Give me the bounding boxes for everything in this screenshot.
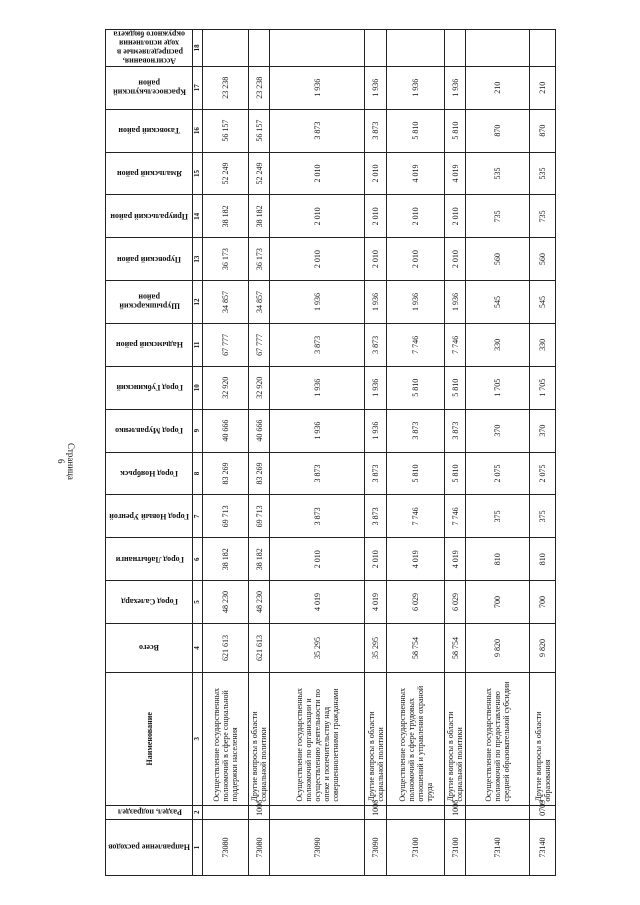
value-cell: 210 (466, 66, 530, 109)
column-index-row (193, 30, 203, 876)
total-cell: 621 613 (249, 623, 270, 672)
value-cell: 56 157 (203, 109, 249, 152)
column-header: Город Лабытнанги (106, 538, 193, 581)
column-index-cell: 18 (193, 30, 203, 67)
column-index-cell: 1 (193, 819, 203, 875)
value-cell: 2 010 (270, 195, 365, 238)
column-header: Город Ноябрьск (106, 452, 193, 495)
value-cell: 2 075 (466, 452, 530, 495)
section-cell: 1006 (445, 805, 466, 819)
name-cell: Другие вопросы в области образования (530, 672, 556, 805)
section-cell: 1006 (365, 805, 387, 819)
value-cell: 7 746 (445, 323, 466, 366)
column-header: Наименование (106, 672, 193, 805)
value-cell (249, 30, 270, 67)
value-cell: 7 746 (445, 495, 466, 538)
value-cell: 4 019 (270, 581, 365, 624)
column-index-cell: 9 (193, 409, 203, 452)
column-header: Красноселькупский район (106, 66, 193, 109)
table-row (387, 30, 445, 876)
page-number: Страница 6 (56, 442, 76, 480)
value-cell: 2 010 (445, 238, 466, 281)
value-cell: 1 936 (445, 281, 466, 324)
value-cell: 1 936 (365, 281, 387, 324)
value-cell: 700 (466, 581, 530, 624)
value-cell: 1 936 (365, 409, 387, 452)
value-cell (530, 30, 556, 67)
value-cell: 810 (466, 538, 530, 581)
table-row (203, 30, 249, 876)
total-cell: 58 754 (445, 623, 466, 672)
header-row (106, 30, 193, 876)
value-cell: 735 (466, 195, 530, 238)
column-index-cell: 2 (193, 805, 203, 819)
value-cell: 34 857 (203, 281, 249, 324)
expense-code-cell: 73140 (466, 819, 530, 875)
column-header: Направление расходов (106, 819, 193, 875)
value-cell: 5 810 (387, 452, 445, 495)
column-index-cell: 8 (193, 452, 203, 495)
value-cell: 4 019 (445, 152, 466, 195)
column-index-cell: 4 (193, 623, 203, 672)
name-cell: Другие вопросы в области социальной политики (365, 672, 387, 805)
section-cell: 0709 (530, 805, 556, 819)
column-index-cell: 11 (193, 323, 203, 366)
expense-code-cell: 73140 (530, 819, 556, 875)
column-header: Ямальский район (106, 152, 193, 195)
name-cell: Осуществление государственных полномочий в сфере трудовых отношений и управления охраной труда (387, 672, 445, 805)
value-cell (203, 30, 249, 67)
value-cell: 38 182 (203, 538, 249, 581)
column-index-cell: 3 (193, 672, 203, 805)
value-cell: 38 182 (203, 195, 249, 238)
value-cell: 5 810 (387, 109, 445, 152)
value-cell: 3 873 (270, 109, 365, 152)
value-cell: 23 238 (249, 66, 270, 109)
section-cell (270, 805, 365, 819)
value-cell: 545 (466, 281, 530, 324)
value-cell: 5 810 (445, 452, 466, 495)
value-cell: 36 173 (203, 238, 249, 281)
column-header: Раздел, подраздел (106, 805, 193, 819)
value-cell: 4 019 (445, 538, 466, 581)
column-header: Тазовский район (106, 109, 193, 152)
value-cell: 3 873 (445, 409, 466, 452)
value-cell: 5 810 (445, 366, 466, 409)
value-cell: 38 182 (249, 195, 270, 238)
value-cell: 1 936 (270, 366, 365, 409)
value-cell: 870 (466, 109, 530, 152)
value-cell: 1 936 (387, 66, 445, 109)
column-index-cell: 7 (193, 495, 203, 538)
name-cell: Осуществление государственных полномочий по предоставлению средней образовательной субсидии (466, 672, 530, 805)
value-cell: 3 873 (270, 323, 365, 366)
table-row (530, 30, 556, 876)
column-header: Надымский район (106, 323, 193, 366)
value-cell: 2 010 (365, 195, 387, 238)
value-cell: 545 (530, 281, 556, 324)
value-cell: 3 873 (365, 323, 387, 366)
value-cell: 3 873 (387, 409, 445, 452)
column-index-cell: 17 (193, 66, 203, 109)
value-cell: 370 (530, 409, 556, 452)
value-cell: 52 249 (249, 152, 270, 195)
expense-code-cell: 73090 (365, 819, 387, 875)
value-cell (270, 30, 365, 67)
value-cell: 7 746 (387, 495, 445, 538)
value-cell: 560 (530, 238, 556, 281)
value-cell: 330 (530, 323, 556, 366)
column-index-cell: 5 (193, 581, 203, 624)
table-body (203, 30, 556, 876)
value-cell: 4 019 (365, 581, 387, 624)
value-cell: 870 (530, 109, 556, 152)
total-cell: 35 295 (270, 623, 365, 672)
value-cell: 535 (530, 152, 556, 195)
table-row (466, 30, 530, 876)
column-index-cell: 12 (193, 281, 203, 324)
value-cell: 700 (530, 581, 556, 624)
value-cell: 5 810 (387, 366, 445, 409)
column-index-cell: 16 (193, 109, 203, 152)
total-cell: 9 820 (466, 623, 530, 672)
column-header: Город Новый Уренгой (106, 495, 193, 538)
column-header: Шурышкарский район (106, 281, 193, 324)
column-header: Пуровский район (106, 238, 193, 281)
value-cell: 810 (530, 538, 556, 581)
value-cell: 69 713 (203, 495, 249, 538)
value-cell: 32 920 (203, 366, 249, 409)
table-row (270, 30, 365, 876)
value-cell: 40 666 (249, 409, 270, 452)
value-cell: 1 936 (387, 281, 445, 324)
total-cell: 58 754 (387, 623, 445, 672)
value-cell: 5 810 (445, 109, 466, 152)
value-cell: 2 010 (270, 152, 365, 195)
value-cell: 2 010 (270, 538, 365, 581)
value-cell: 330 (466, 323, 530, 366)
budget-table (105, 29, 556, 876)
column-index-cell: 14 (193, 195, 203, 238)
rotated-table-wrapper (105, 29, 552, 876)
value-cell: 3 873 (270, 495, 365, 538)
section-cell (203, 805, 249, 819)
table-row (365, 30, 387, 876)
expense-code-cell: 73090 (270, 819, 365, 875)
total-cell: 35 295 (365, 623, 387, 672)
value-cell: 210 (530, 66, 556, 109)
name-cell: Осуществление государственных полномочий по организации и осуществлению деятельности по опеке и попечительству над совершеннолетними гражданами (270, 672, 365, 805)
value-cell: 560 (466, 238, 530, 281)
value-cell: 4 019 (387, 152, 445, 195)
value-cell: 1 936 (270, 66, 365, 109)
value-cell: 2 010 (445, 195, 466, 238)
expense-code-cell: 73080 (203, 819, 249, 875)
column-index-cell: 13 (193, 238, 203, 281)
value-cell: 4 019 (387, 538, 445, 581)
value-cell: 83 269 (203, 452, 249, 495)
value-cell: 535 (466, 152, 530, 195)
section-cell: 1006 (249, 805, 270, 819)
value-cell: 735 (530, 195, 556, 238)
value-cell: 7 746 (387, 323, 445, 366)
value-cell: 2 010 (387, 238, 445, 281)
value-cell: 23 238 (203, 66, 249, 109)
value-cell: 2 010 (387, 195, 445, 238)
value-cell: 1 936 (270, 281, 365, 324)
value-cell: 2 010 (365, 152, 387, 195)
value-cell: 1 936 (445, 66, 466, 109)
value-cell: 34 857 (249, 281, 270, 324)
value-cell: 2 010 (365, 238, 387, 281)
value-cell: 375 (530, 495, 556, 538)
column-index-cell: 15 (193, 152, 203, 195)
value-cell: 67 777 (249, 323, 270, 366)
value-cell: 1 936 (365, 66, 387, 109)
value-cell (365, 30, 387, 67)
expense-code-cell: 73100 (387, 819, 445, 875)
value-cell: 56 157 (249, 109, 270, 152)
column-header: Всего (106, 623, 193, 672)
name-cell: Другие вопросы в области социальной политики (249, 672, 270, 805)
value-cell: 3 873 (365, 495, 387, 538)
value-cell: 2 075 (530, 452, 556, 495)
value-cell (387, 30, 445, 67)
value-cell: 375 (466, 495, 530, 538)
table-row (249, 30, 270, 876)
column-index-cell: 10 (193, 366, 203, 409)
column-header: Город Салехард (106, 581, 193, 624)
value-cell: 3 873 (365, 109, 387, 152)
value-cell: 2 010 (270, 238, 365, 281)
column-index-cell: 6 (193, 538, 203, 581)
value-cell: 40 666 (203, 409, 249, 452)
value-cell: 1 936 (270, 409, 365, 452)
value-cell: 1 936 (365, 366, 387, 409)
value-cell: 83 269 (249, 452, 270, 495)
value-cell: 48 230 (203, 581, 249, 624)
value-cell: 3 873 (270, 452, 365, 495)
value-cell: 6 029 (387, 581, 445, 624)
value-cell: 1 705 (466, 366, 530, 409)
value-cell: 2 010 (365, 538, 387, 581)
value-cell: 52 249 (203, 152, 249, 195)
name-cell: Другие вопросы в области социальной политики (445, 672, 466, 805)
value-cell: 6 029 (445, 581, 466, 624)
value-cell: 1 705 (530, 366, 556, 409)
name-cell: Осуществление государственных полномочий в сфере социальной поддержки населения (203, 672, 249, 805)
section-cell (387, 805, 445, 819)
total-cell: 621 613 (203, 623, 249, 672)
value-cell (445, 30, 466, 67)
column-header: Приуральский район (106, 195, 193, 238)
value-cell: 32 920 (249, 366, 270, 409)
value-cell: 48 230 (249, 581, 270, 624)
value-cell (466, 30, 530, 67)
total-cell: 9 820 (530, 623, 556, 672)
column-header: Город Муравленко (106, 409, 193, 452)
value-cell: 38 182 (249, 538, 270, 581)
expense-code-cell: 73100 (445, 819, 466, 875)
value-cell: 3 873 (365, 452, 387, 495)
column-header: Город Губкинский (106, 366, 193, 409)
value-cell: 67 777 (203, 323, 249, 366)
value-cell: 370 (466, 409, 530, 452)
section-cell (466, 805, 530, 819)
expense-code-cell: 73080 (249, 819, 270, 875)
value-cell: 36 173 (249, 238, 270, 281)
value-cell: 69 713 (249, 495, 270, 538)
column-header: Ассигнования, распределяемые в ходе исполнения окружного бюджета (106, 30, 193, 67)
table-row (445, 30, 466, 876)
